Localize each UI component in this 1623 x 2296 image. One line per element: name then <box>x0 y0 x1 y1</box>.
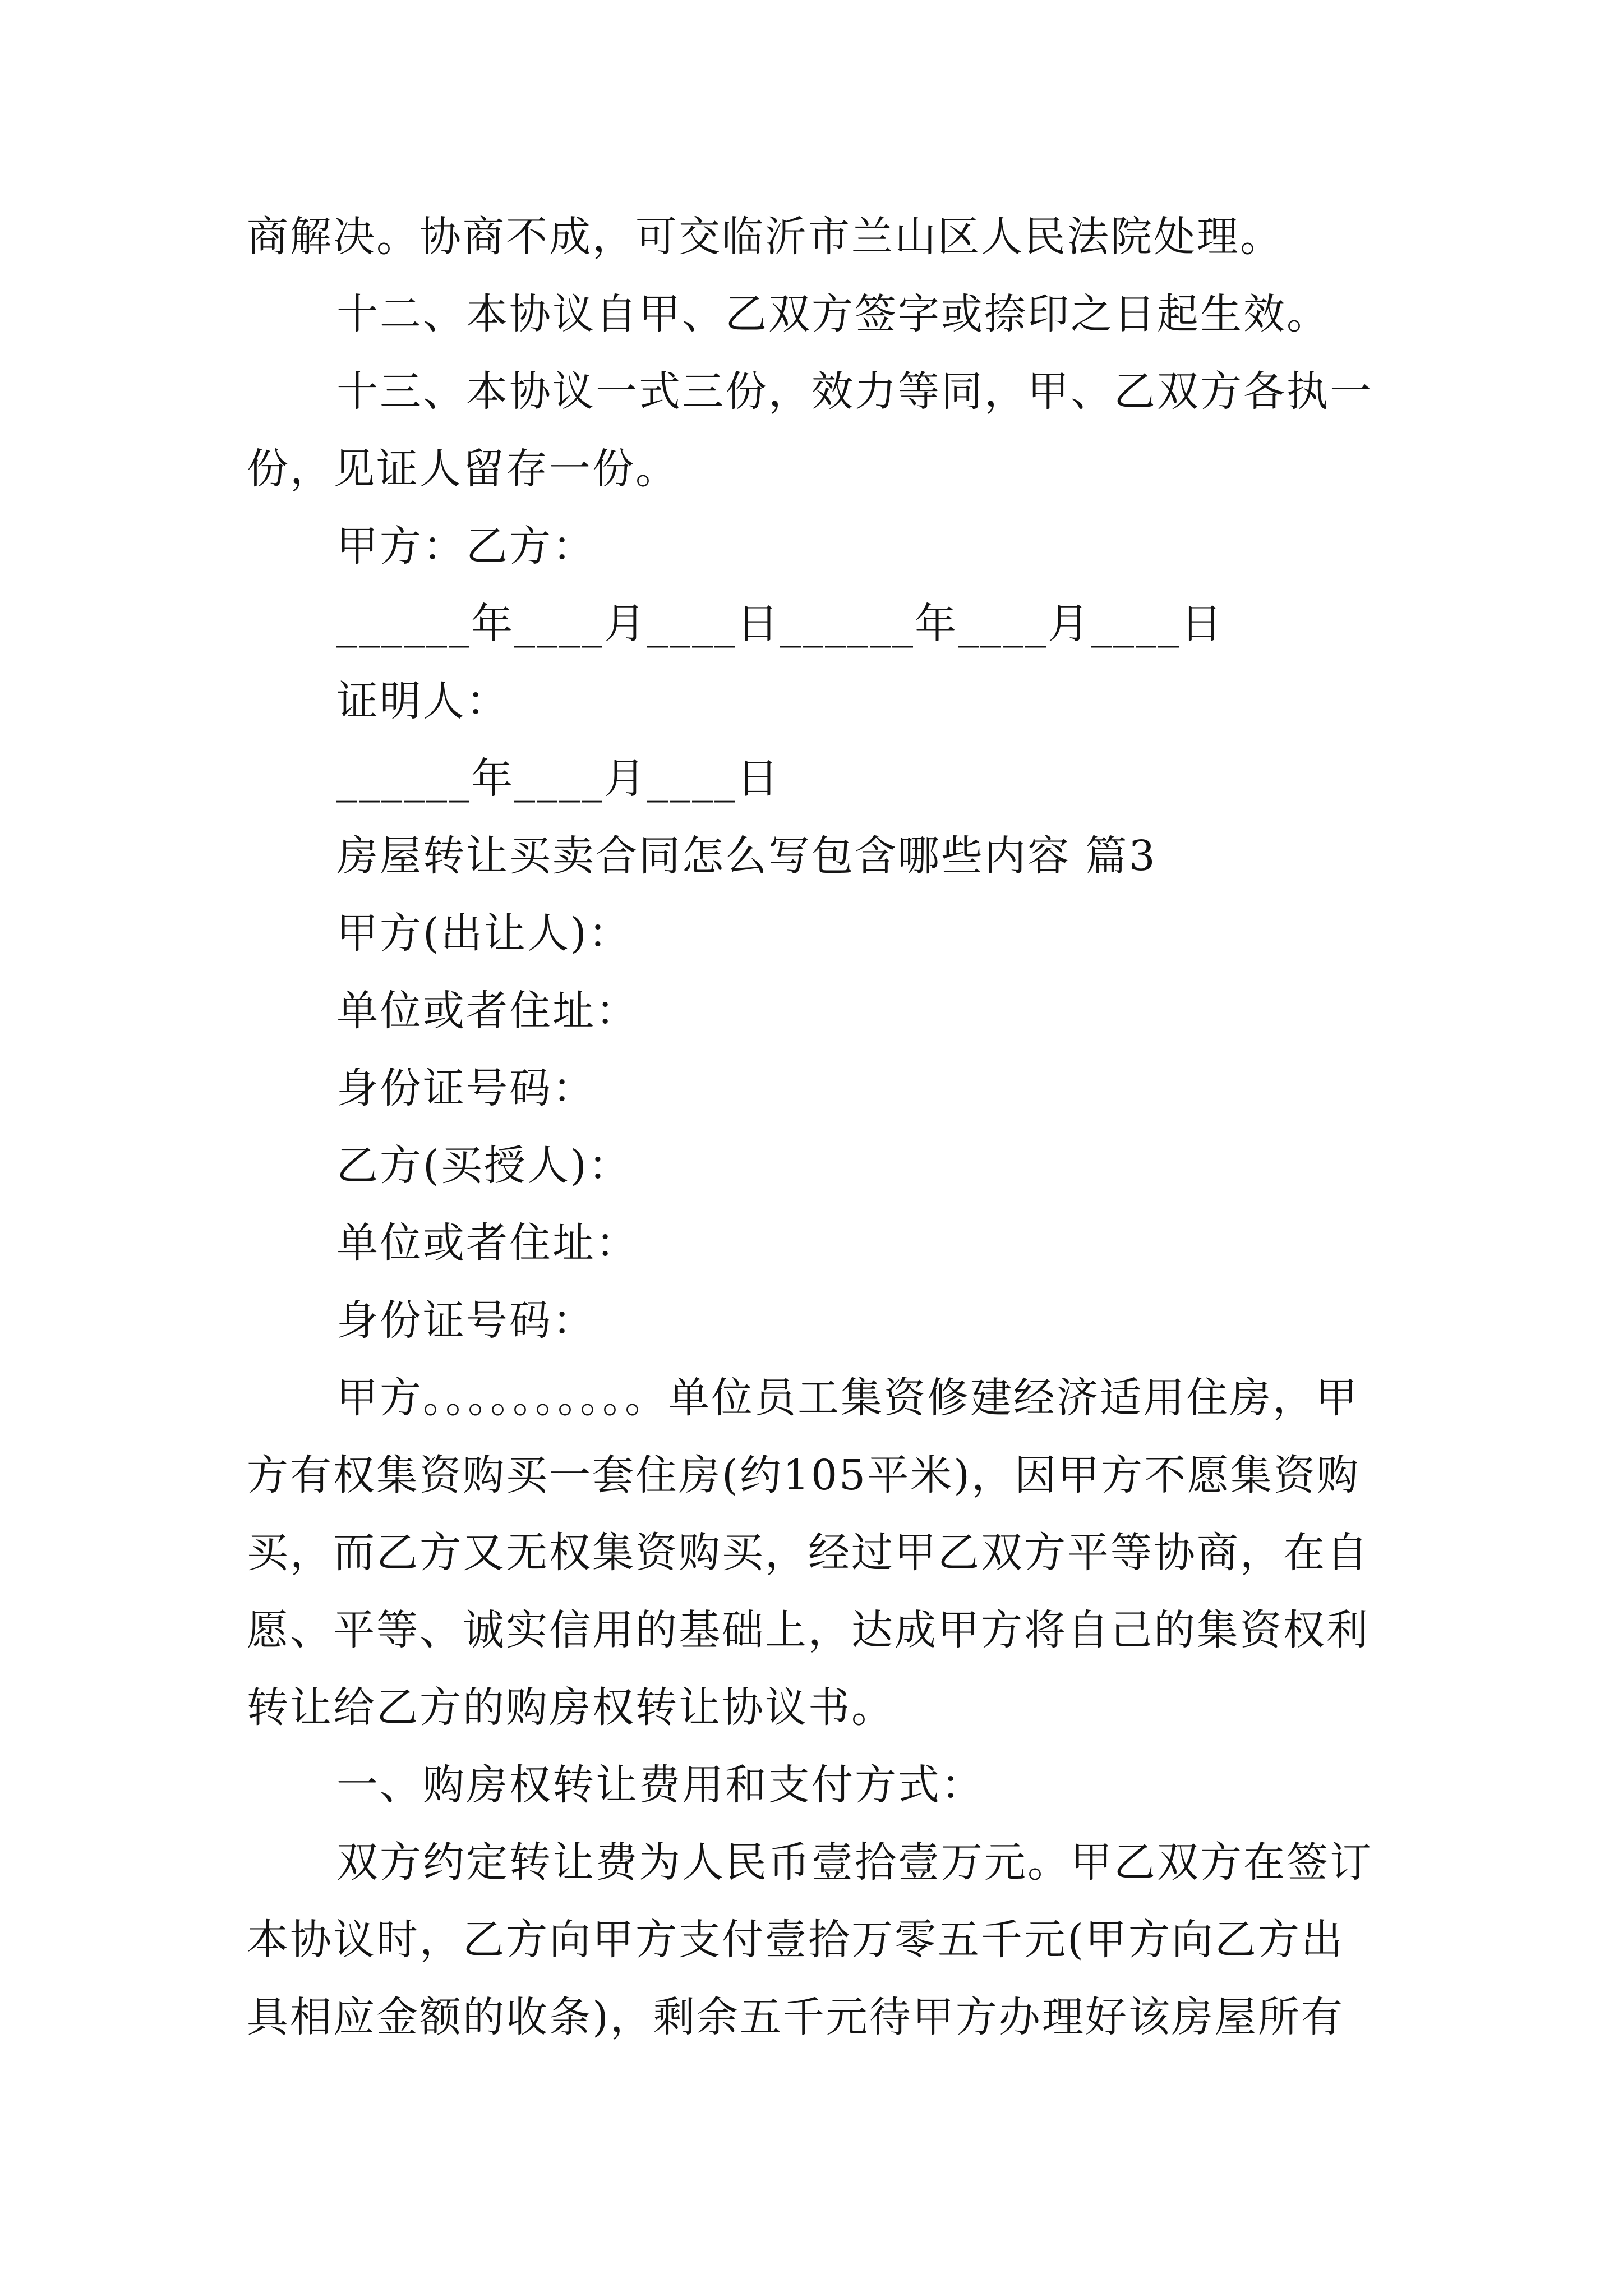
body-paragraph-2-line-1: 双方约定转让费为人民币壹拾壹万元。甲乙双方在签订 <box>336 1838 1373 1887</box>
body-paragraph-1-line-4: 愿、平等、诚实信用的基础上，达成甲方将自己的集资权利 <box>247 1606 1370 1654</box>
text-line-2: 十二、本协议自甲、乙双方签字或捺印之日起生效。 <box>336 290 1330 338</box>
party-b-label: 乙方(买授人)： <box>336 1142 631 1190</box>
party-a-id-label: 身份证号码： <box>336 1064 596 1112</box>
witness-date-line: ______年____月____日 <box>336 754 780 803</box>
clause-heading-1: 一、购房权转让费用和支付方式： <box>336 1761 984 1809</box>
section-heading: 房屋转让买卖合同怎么写包含哪些内容 篇3 <box>336 832 1157 880</box>
body-paragraph-2-line-2: 本协议时，乙方向甲方支付壹拾万零五千元(甲方向乙方出 <box>247 1916 1344 1964</box>
body-paragraph-1-line-2: 方有权集资购买一套住房(约105平米)，因甲方不愿集资购 <box>247 1451 1360 1499</box>
body-paragraph-1-line-3: 买，而乙方又无权集资购买，经过甲乙双方平等协商，在自 <box>247 1529 1370 1577</box>
text-line-1: 商解决。协商不成，可交临沂市兰山区人民法院处理。 <box>247 213 1283 261</box>
body-paragraph-2-line-3: 具相应金额的收条)，剩余五千元待甲方办理好该房屋所有 <box>247 1993 1344 2041</box>
body-paragraph-1-line-1: 甲方。。。。。。。。。。单位员工集资修建经济适用住房，甲 <box>336 1374 1359 1422</box>
signature-parties-label: 甲方：乙方： <box>336 522 596 570</box>
party-b-address-label: 单位或者住址： <box>336 1219 639 1267</box>
party-a-address-label: 单位或者住址： <box>336 987 639 1035</box>
text-line-4: 份，见证人留存一份。 <box>247 445 679 493</box>
party-a-label: 甲方(出让人)： <box>336 909 631 958</box>
signature-date-line: ______年____月____日______年____月____日 <box>336 600 1224 648</box>
body-paragraph-1-line-5: 转让给乙方的购房权转让协议书。 <box>247 1683 895 1732</box>
witness-label: 证明人： <box>336 677 509 725</box>
party-b-id-label: 身份证号码： <box>336 1296 596 1345</box>
text-line-3: 十三、本协议一式三份，效力等同，甲、乙双方各执一 <box>336 367 1373 416</box>
